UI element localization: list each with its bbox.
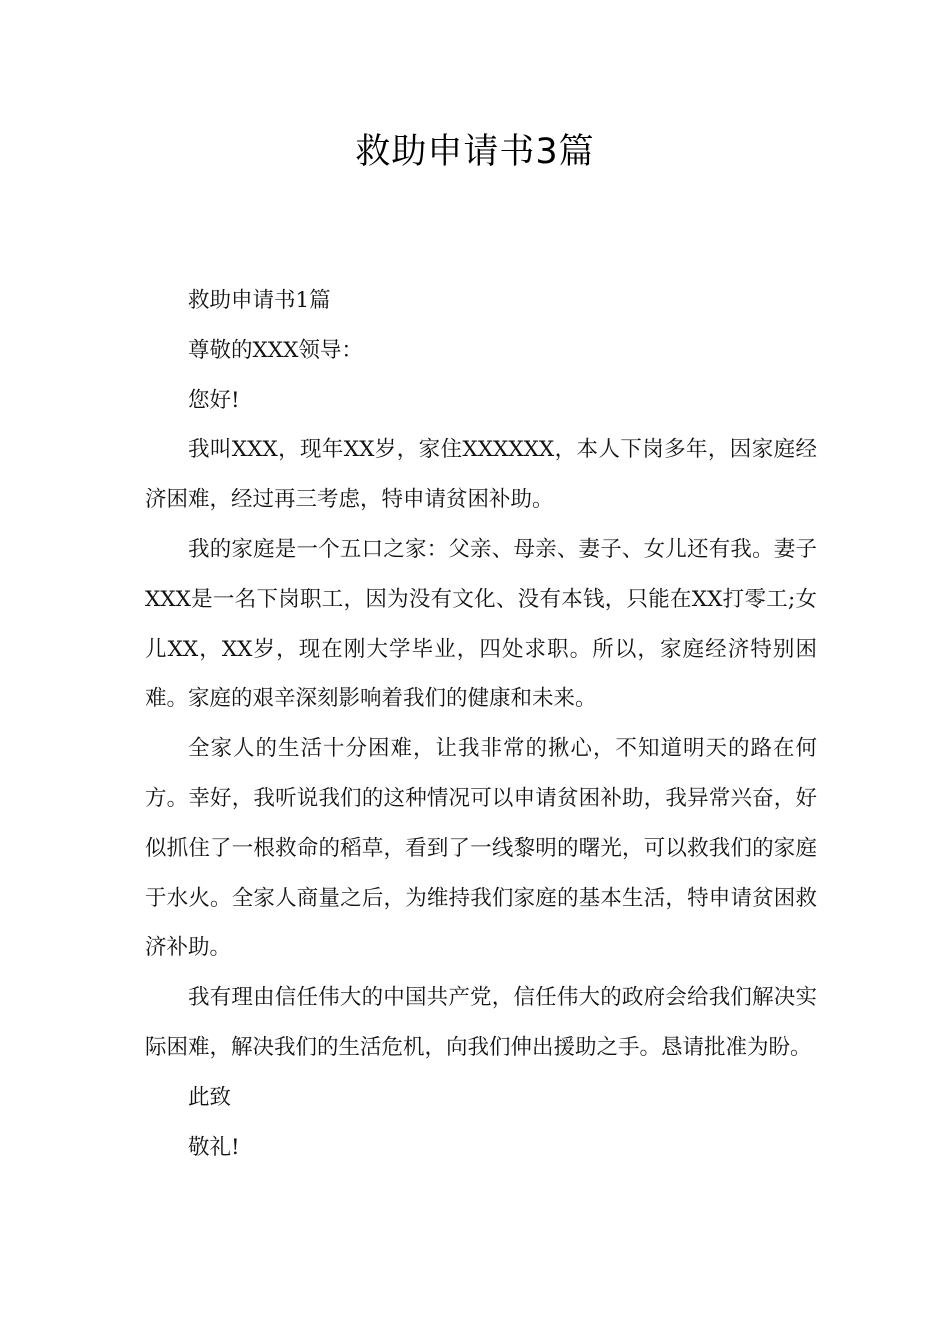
- greeting-paragraph: 您好!: [188, 387, 240, 413]
- body-paragraph: 我叫XXX，现年XX岁，家住XXXXXX，本人下岗多年，因家庭经济困难，经过再三考虑，特申请贫困补助。: [145, 437, 817, 513]
- salutation-paragraph: 尊敬的XXX领导：: [188, 337, 363, 363]
- closing-paragraph: 此致: [188, 1084, 232, 1110]
- subtitle-paragraph: 救助申请书1篇: [188, 288, 331, 313]
- body-paragraph: 我的家庭是一个五口之家：父亲、母亲、妻子、女儿还有我。妻子XXX是一名下岗职工，因为没有文化、没有本钱，只能在XX打零工;女儿XX，XX岁，现在刚大学毕业，四处求职。所以，家庭经济特别困难。家庭的艰辛深刻影响着我们的健康和未来。: [145, 536, 817, 712]
- body-paragraph: 我有理由信任伟大的中国共产党，信任伟大的政府会给我们解决实际困难，解决我们的生活危机，向我们伸出援助之手。恳请批准为盼。: [145, 985, 817, 1060]
- document-body: [145, 276, 817, 1172]
- body-paragraph: 全家人的生活十分困难，让我非常的揪心，不知道明天的路在何方。幸好，我听说我们的这种情况可以申请贫困补助，我异常兴奋，好似抓住了一根救命的稻草，看到了一线黎明的曙光，可以救我们的家庭于水火。全家人商量之后，为维持我们家庭的基本生活，特申请贫困救济补助。: [145, 736, 817, 961]
- document-title: 救助申请书3篇: [355, 132, 595, 172]
- regards-paragraph: 敬礼!: [188, 1134, 240, 1160]
